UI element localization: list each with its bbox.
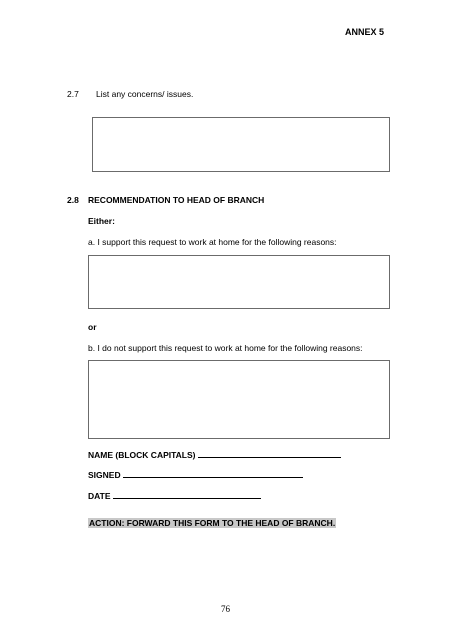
not-support-reasons-textbox[interactable] xyxy=(88,360,390,439)
either-label: Either: xyxy=(88,216,115,226)
section-2-8-number: 2.8 xyxy=(67,195,79,205)
or-label: or xyxy=(88,322,97,332)
name-field-label: NAME (BLOCK CAPITALS) xyxy=(88,450,196,460)
signed-field-label: SIGNED xyxy=(88,470,121,480)
option-b-text: b. I do not support this request to work at home for the following reasons: xyxy=(88,343,363,353)
date-field-line[interactable] xyxy=(113,490,261,499)
section-2-7-text: List any concerns/ issues. xyxy=(96,89,194,99)
action-instruction: ACTION: FORWARD THIS FORM TO THE HEAD OF BRANCH. xyxy=(89,518,336,528)
date-field-row xyxy=(88,490,261,501)
date-field-label: DATE xyxy=(88,491,111,501)
support-reasons-textbox[interactable] xyxy=(88,255,390,309)
section-2-7-number: 2.7 xyxy=(67,89,79,99)
signed-field-row xyxy=(88,469,303,480)
page-number: 76 xyxy=(221,604,230,614)
section-2-8-title: RECOMMENDATION TO HEAD OF BRANCH xyxy=(88,195,265,205)
name-field-row xyxy=(88,449,341,460)
signed-field-line[interactable] xyxy=(123,469,303,478)
option-a-text: a. I support this request to work at home for the following reasons: xyxy=(88,237,337,247)
concerns-textbox[interactable] xyxy=(92,117,390,172)
name-field-line[interactable] xyxy=(198,449,341,458)
annex-label: ANNEX 5 xyxy=(345,27,385,37)
